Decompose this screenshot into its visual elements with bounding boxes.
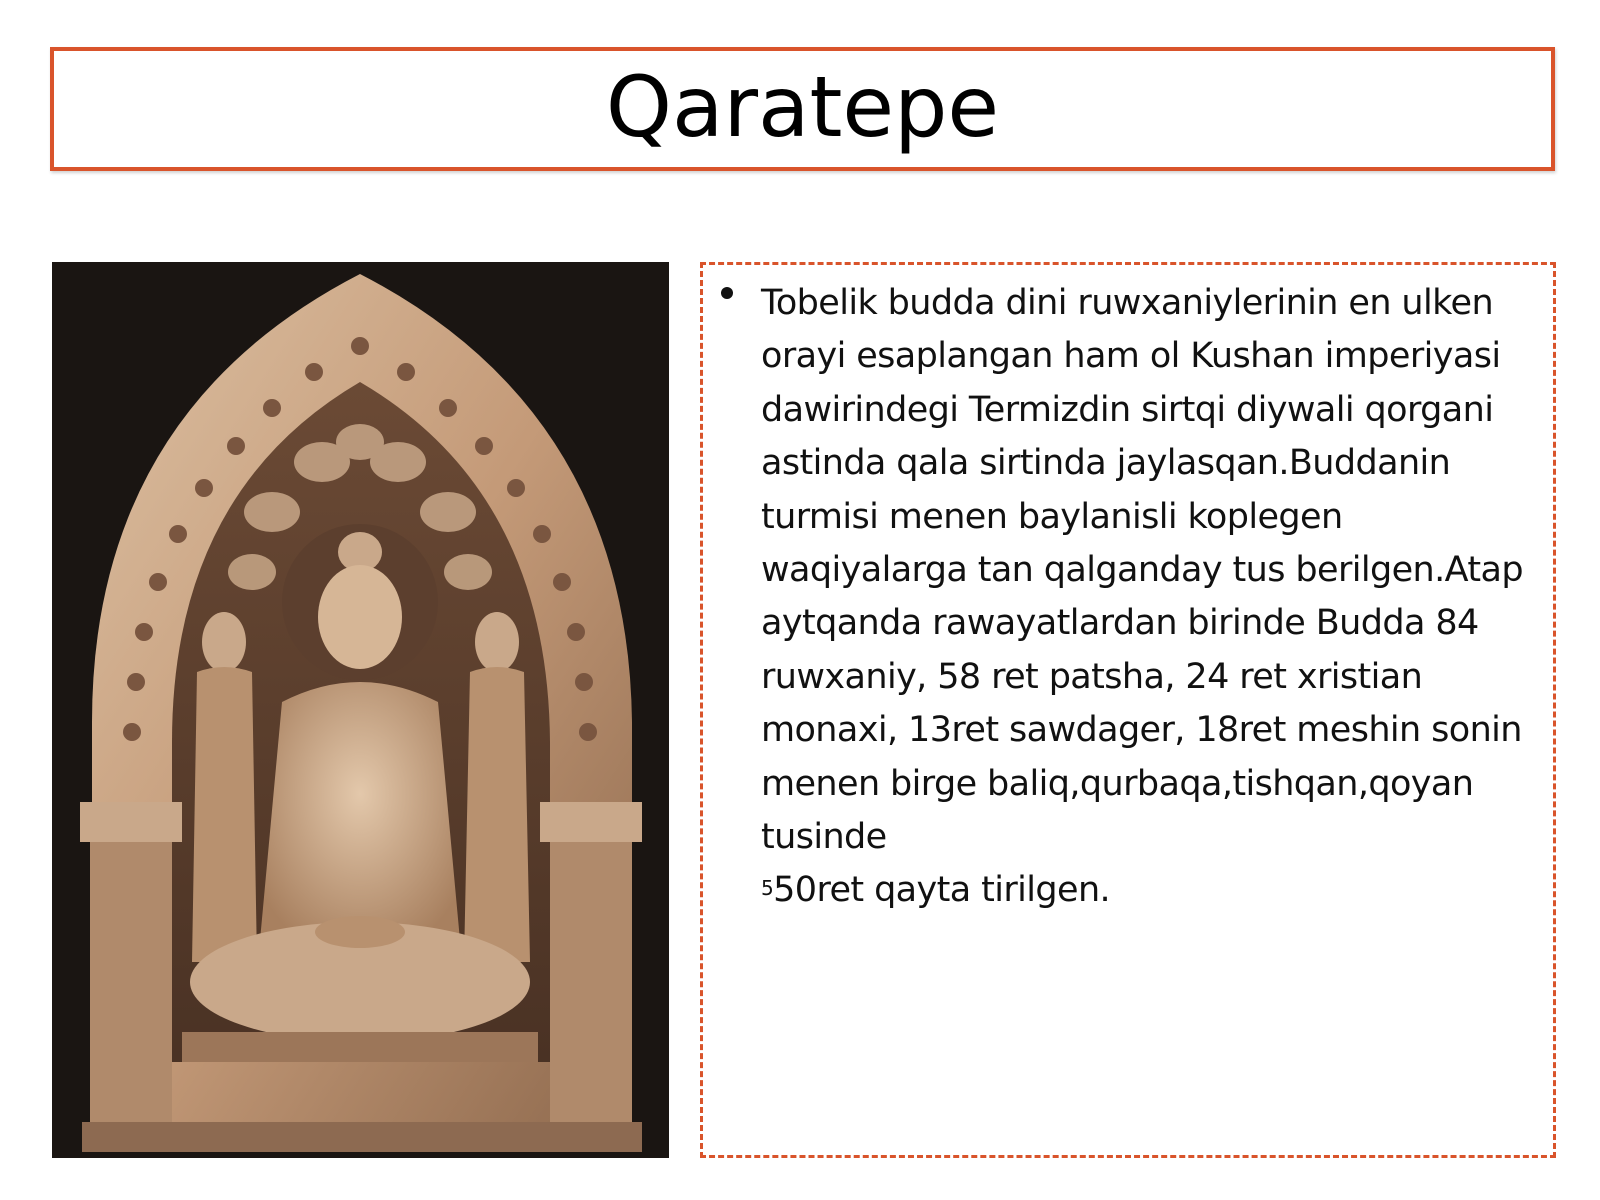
bullet-text: Tobelik budda dini ruwxaniylerinin en ulken orayi esaplangan ham ol Kushan imperiyasi dawirindegi Termizdin sirtqi diywali qorgani astinda qala sirtinda jaylasqan.Buddanin turmisi menen baylanisli koplegen waqiyalarga tan qalganday tus berilgen.Atap aytqanda rawayatlardan birinde Budda 84 ruwxaniy, 58 ret patsha, 24 ret xristian monaxi, 13ret sawdager, 18ret meshin sonin menen birge baliq,qurbaqa,tishqan,qoyan tusinde bbox=[761, 283, 1523, 858]
title-frame bbox=[50, 47, 1555, 171]
buddha-relief-image bbox=[52, 262, 669, 1158]
bullet-text-tail: 50ret qayta tirilgen. bbox=[773, 870, 1111, 911]
buddha-relief-illustration bbox=[52, 262, 669, 1158]
content-text-box bbox=[700, 262, 1556, 1158]
footnote-reference: 5 bbox=[761, 876, 774, 901]
bullet-paragraph bbox=[761, 277, 1541, 918]
slide-title: Qaratepe bbox=[605, 58, 1000, 156]
bullet-dot-icon bbox=[721, 287, 733, 299]
